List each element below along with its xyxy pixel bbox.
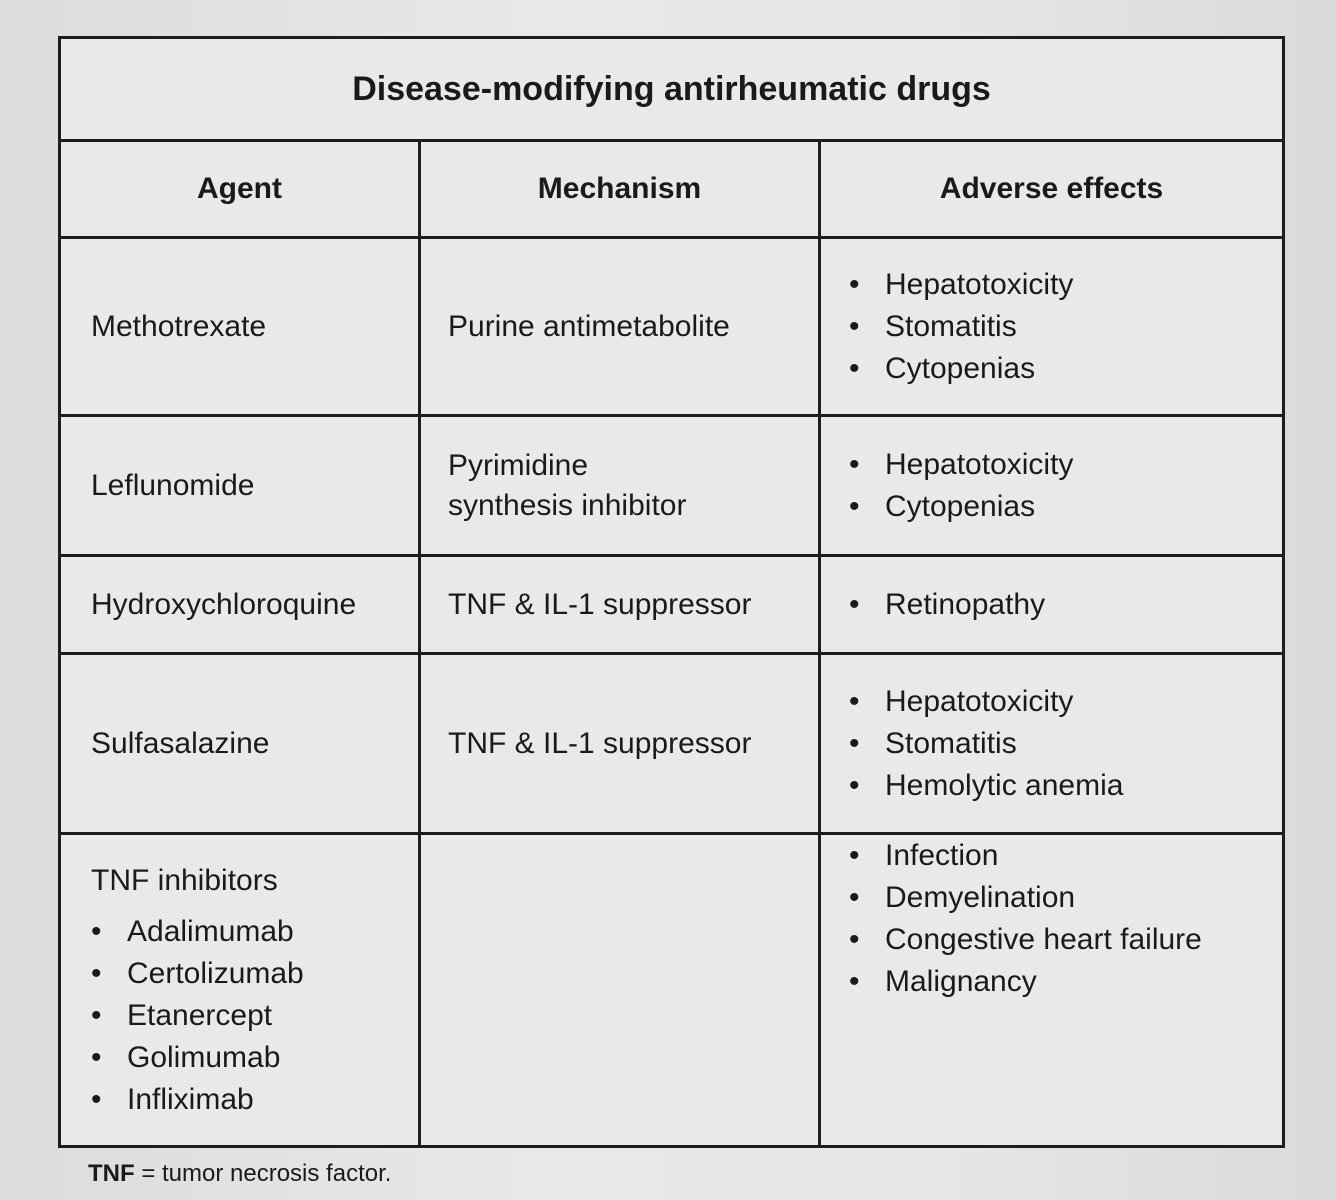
- adverse-effects-cell: [820, 238, 1284, 416]
- footnote: [88, 1160, 391, 1188]
- column-header-agent: Agent: [60, 141, 420, 238]
- mechanism-cell: TNF & IL-1 suppressor: [420, 556, 820, 654]
- mechanism-cell: [420, 834, 820, 1147]
- mechanism-line: Pyrimidine: [448, 448, 589, 482]
- list-item: • Hepatotoxicity: [849, 681, 1282, 723]
- adverse-effects-cell: [820, 416, 1284, 556]
- agent-cell: [60, 834, 420, 1147]
- adverse-effects-list: [849, 835, 1282, 1003]
- list-item: • Stomatitis: [849, 723, 1282, 765]
- adverse-effects-cell: [820, 834, 1284, 1147]
- agent-sublist: [91, 911, 418, 1121]
- list-item: • Certolizumab: [91, 953, 418, 995]
- mechanism-line: synthesis inhibitor: [448, 488, 687, 522]
- list-item: • Cytopenias: [849, 486, 1282, 528]
- table-row: [60, 834, 1284, 1147]
- adverse-effects-list: [849, 444, 1282, 528]
- agent-cell: Hydroxychloroquine: [60, 556, 420, 654]
- column-header-mechanism: Mechanism: [420, 141, 820, 238]
- list-item: • Infliximab: [91, 1079, 418, 1121]
- adverse-effects-list: [849, 681, 1282, 807]
- table-row: [60, 238, 1284, 416]
- mechanism-cell: TNF & IL-1 suppressor: [420, 654, 820, 834]
- list-item: • Congestive heart failure: [849, 919, 1282, 961]
- list-item: • Cytopenias: [849, 348, 1282, 390]
- mechanism-cell: Purine antimetabolite: [420, 238, 820, 416]
- agent-cell: Leflunomide: [60, 416, 420, 556]
- agent-cell: Methotrexate: [60, 238, 420, 416]
- agent-class-label: TNF inhibitors: [91, 864, 278, 897]
- table-row: [60, 654, 1284, 834]
- list-item: • Hepatotoxicity: [849, 264, 1282, 306]
- list-item: • Infection: [849, 835, 1282, 877]
- list-item: • Retinopathy: [849, 584, 1282, 626]
- table-row: [60, 556, 1284, 654]
- column-header-adverse-effects: Adverse effects: [820, 141, 1284, 238]
- list-item: • Hemolytic anemia: [849, 765, 1282, 807]
- list-item: • Adalimumab: [91, 911, 418, 953]
- list-item: • Etanercept: [91, 995, 418, 1037]
- adverse-effects-cell: [820, 556, 1284, 654]
- adverse-effects-list: [849, 584, 1282, 626]
- adverse-effects-cell: [820, 654, 1284, 834]
- list-item: • Hepatotoxicity: [849, 444, 1282, 486]
- list-item: • Stomatitis: [849, 306, 1282, 348]
- agent-cell: Sulfasalazine: [60, 654, 420, 834]
- dmard-table: [58, 36, 1285, 1148]
- footnote-abbreviation: TNF: [88, 1160, 135, 1187]
- list-item: • Malignancy: [849, 961, 1282, 1003]
- table-title: Disease-modifying antirheumatic drugs: [60, 38, 1284, 141]
- list-item: • Golimumab: [91, 1037, 418, 1079]
- mechanism-cell: [420, 416, 820, 556]
- list-item: • Demyelination: [849, 877, 1282, 919]
- footnote-text: = tumor necrosis factor.: [134, 1160, 392, 1187]
- table-row: [60, 416, 1284, 556]
- adverse-effects-list: [849, 264, 1282, 390]
